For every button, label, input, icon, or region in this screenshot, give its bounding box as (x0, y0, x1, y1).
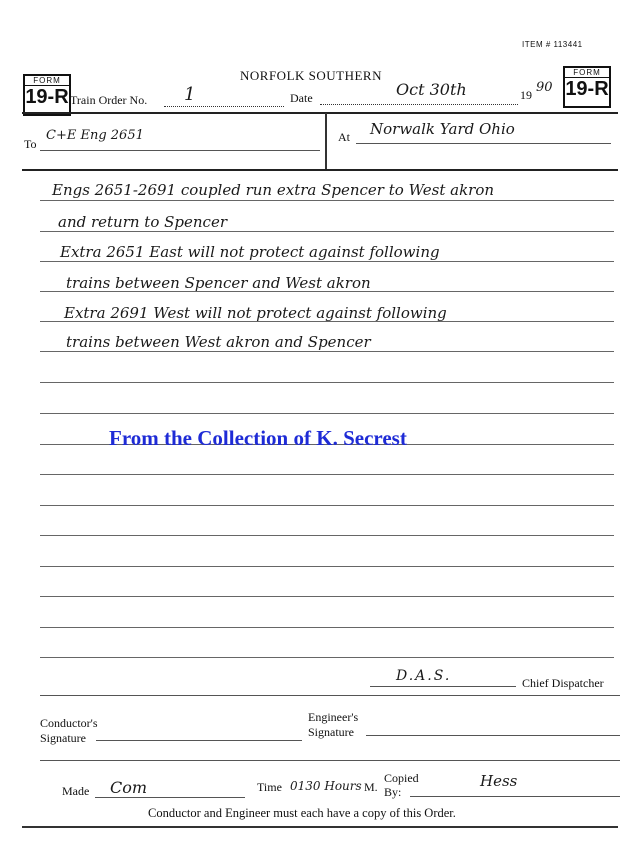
to-label: To (24, 137, 37, 151)
order-ruled-line (40, 413, 614, 414)
dispatcher-initials: D.A.S. (396, 668, 452, 684)
order-line: Extra 2691 West will not protect against following (64, 304, 447, 322)
order-ruled-line (40, 200, 614, 201)
dispatcher-label: Chief Dispatcher (522, 676, 604, 690)
made-value: Com (110, 778, 148, 797)
order-ruled-line (40, 657, 614, 658)
copied-label: Copied (384, 771, 419, 785)
order-ruled-line (40, 231, 614, 232)
at-value: Norwalk Yard Ohio (370, 120, 515, 138)
form-badge-caption: FORM (565, 68, 609, 78)
order-line: Engs 2651-2691 coupled run extra Spencer to West akron (52, 181, 495, 199)
form-badge-left (23, 74, 71, 116)
header-divider (22, 112, 618, 114)
to-rule (40, 150, 320, 151)
time-suffix: M. (364, 780, 378, 794)
at-rule (356, 143, 611, 144)
dispatcher-rule (370, 686, 516, 687)
at-label: At (338, 130, 350, 144)
engineer-label: Engineer's (308, 710, 359, 724)
copied-rule (410, 796, 620, 797)
engineer-signature-label: Signature (308, 725, 354, 739)
order-ruled-line (40, 566, 614, 567)
copied-by-label: By: (384, 785, 402, 799)
train-order-rule (164, 106, 284, 108)
order-line: Extra 2651 East will not protect against following (60, 243, 440, 261)
date-label: Date (290, 91, 313, 105)
year-prefix: 19 (520, 88, 532, 102)
order-ruled-line (40, 474, 614, 475)
form-badge-number: 19-R (565, 78, 609, 100)
conductor-label: Conductor's (40, 716, 98, 730)
date-rule (320, 104, 518, 106)
made-label: Made (62, 784, 90, 798)
train-order-value: 1 (184, 84, 196, 105)
order-ruled-line (40, 596, 614, 597)
order-ruled-line (40, 505, 614, 506)
footer-bottom-rule (22, 826, 618, 828)
railroad-name: NORFOLK SOUTHERN (240, 68, 382, 83)
copy-notice: Conductor and Engineer must each have a copy of this Order. (148, 806, 456, 820)
order-ruled-line (40, 627, 614, 628)
time-label: Time (257, 780, 282, 794)
time-value: 0130 Hours (290, 779, 362, 793)
made-rule (95, 797, 245, 798)
engineer-signature-rule (366, 735, 620, 736)
body-bottom-rule (40, 695, 620, 696)
order-line: trains between West akron and Spencer (66, 333, 371, 351)
conductor-signature-label: Signature (40, 731, 86, 745)
copied-by-value: Hess (480, 772, 518, 790)
form-badge-caption: FORM (25, 76, 69, 86)
order-line: and return to Spencer (58, 213, 227, 231)
item-number: ITEM # 113441 (522, 40, 583, 49)
train-order-label: Train Order No. (70, 93, 148, 107)
order-body-top-divider (22, 169, 618, 171)
address-divider (325, 113, 327, 169)
form-badge-number: 19-R (25, 86, 69, 108)
order-ruled-line (40, 351, 614, 352)
signature-section-rule (40, 760, 620, 761)
order-line: trains between Spencer and West akron (66, 274, 371, 292)
collection-watermark: From the Collection of K. Secrest (109, 426, 407, 450)
date-value: Oct 30th (396, 80, 467, 99)
order-ruled-line (40, 261, 614, 262)
conductor-signature-rule (96, 740, 302, 741)
year-value: 90 (536, 80, 553, 95)
order-ruled-line (40, 535, 614, 536)
order-ruled-line (40, 382, 614, 383)
to-value: C+E Eng 2651 (46, 128, 144, 143)
form-badge-right (563, 66, 611, 108)
